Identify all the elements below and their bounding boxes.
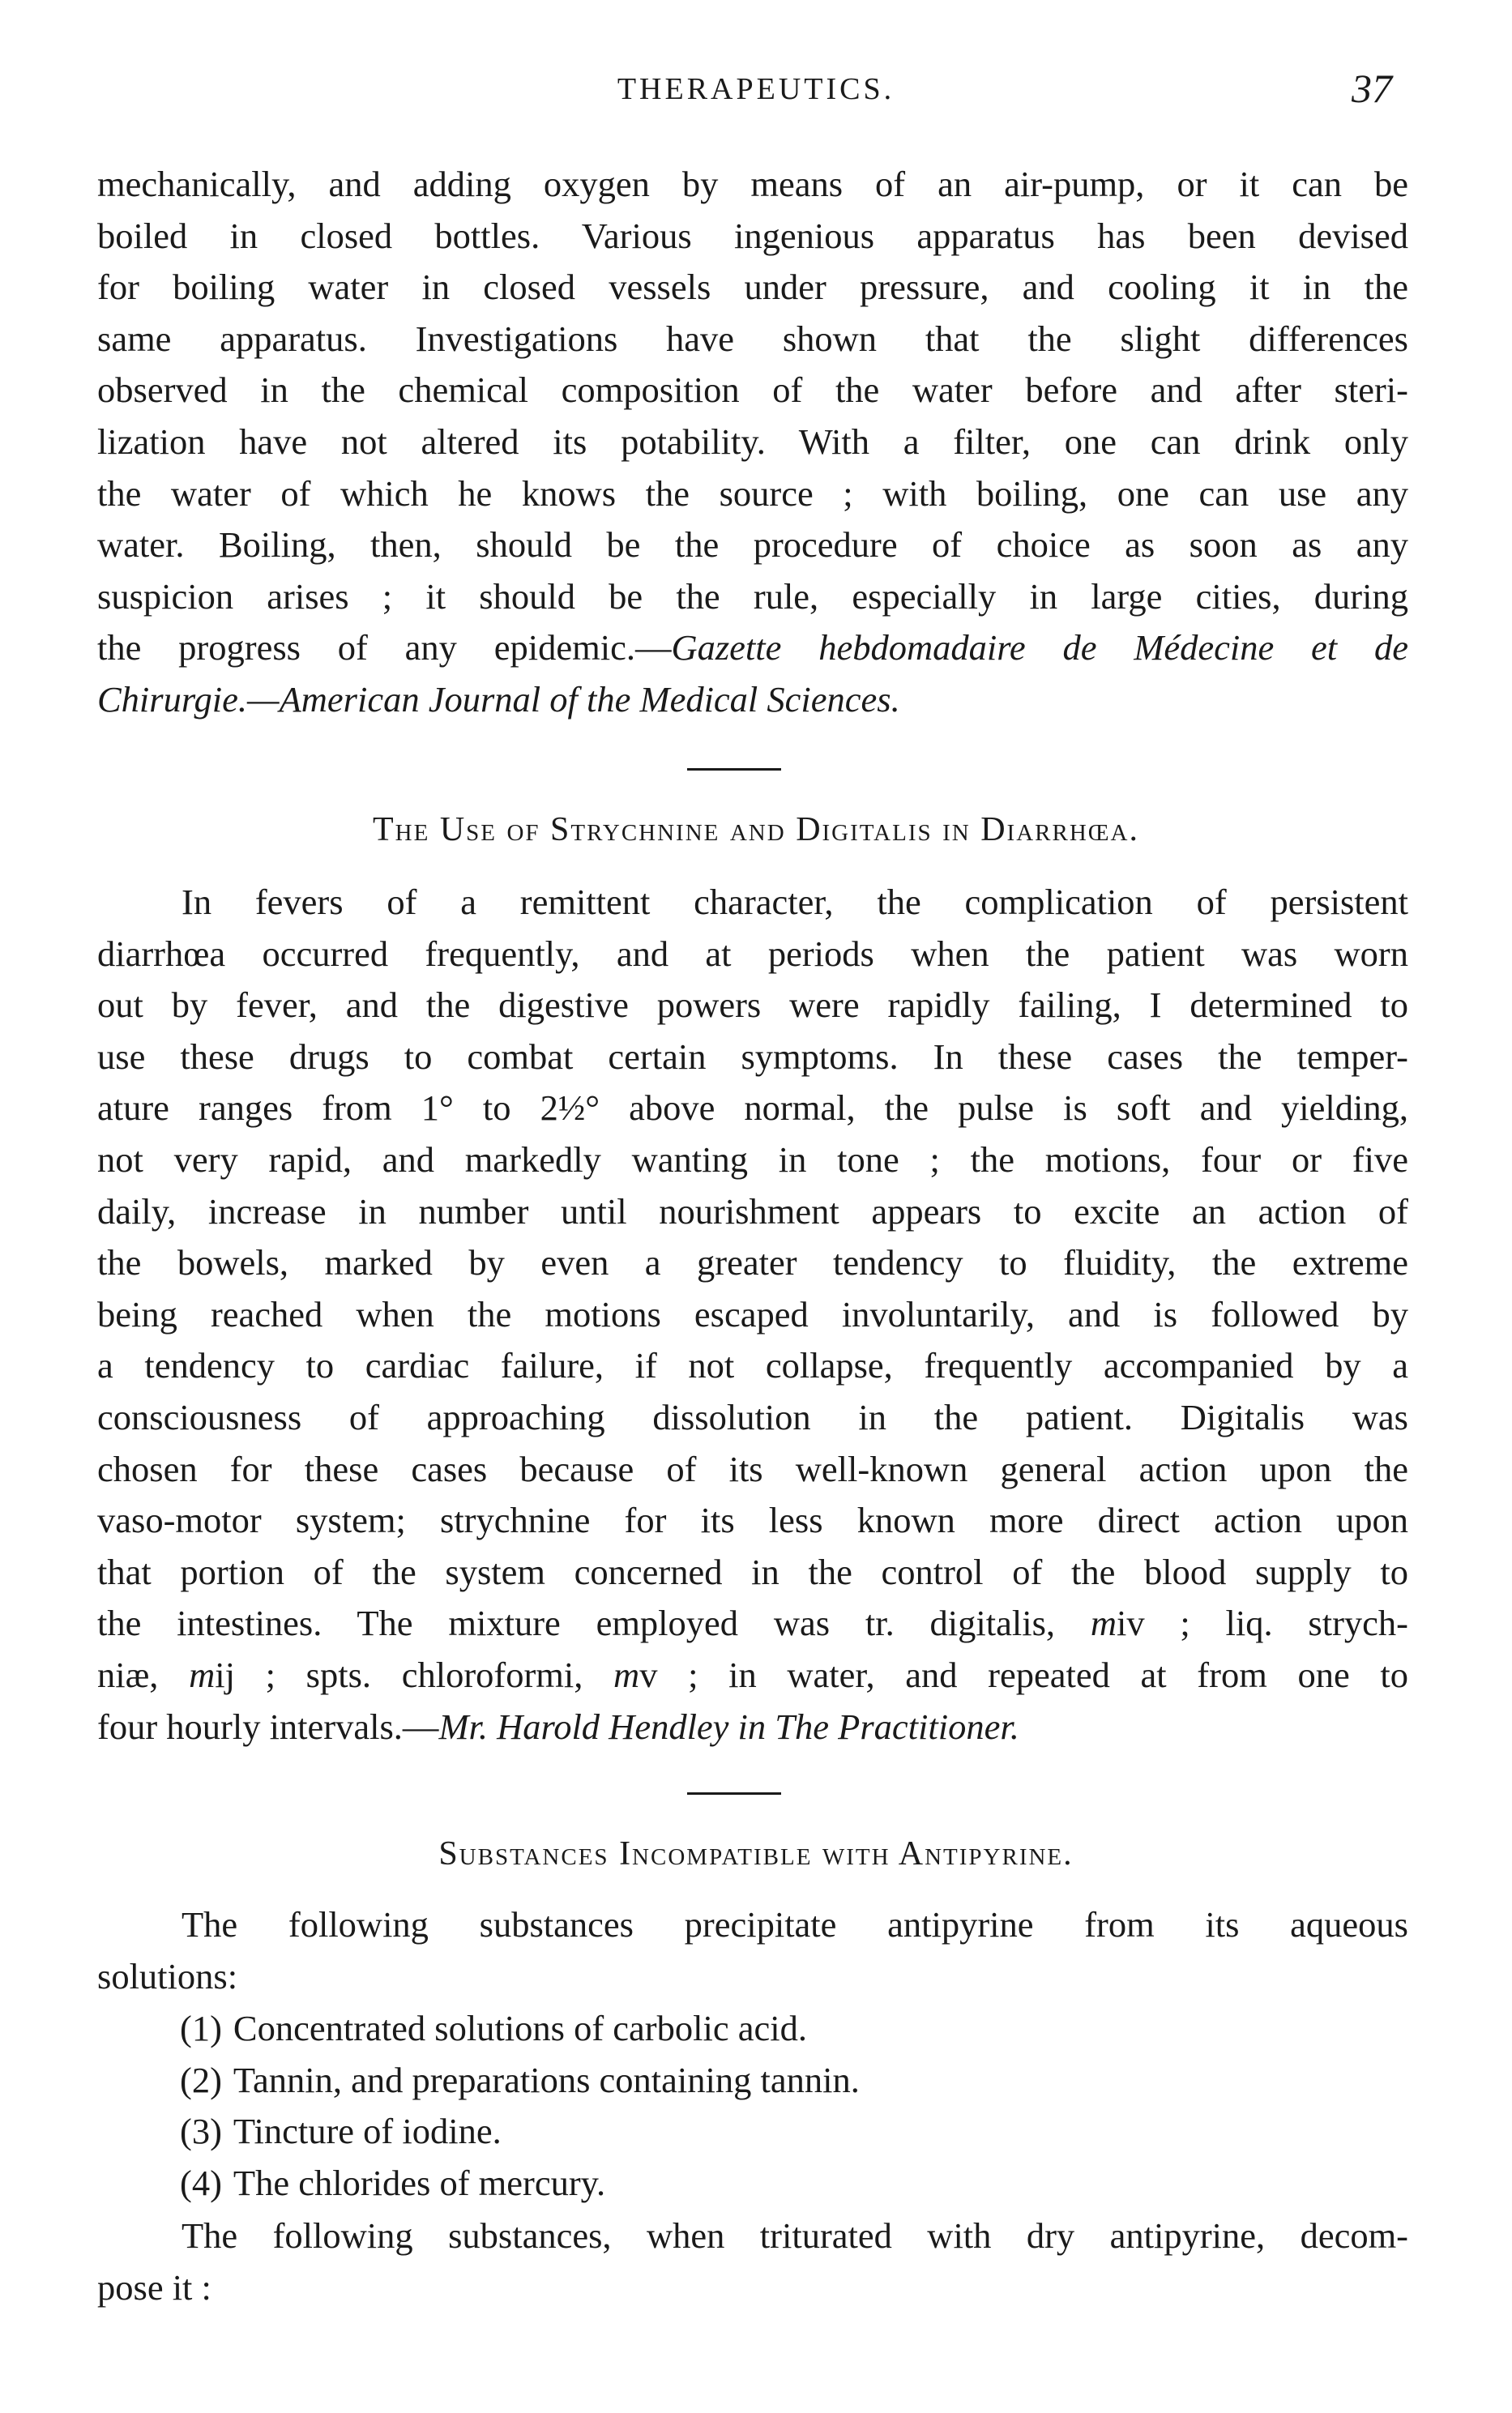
text-fragment: v ; in water, and repeated at from one to [639,1654,1409,1695]
text-line: mechanically, and adding oxygen by means of an air-pump, or it can be [97,164,1408,204]
list-item-text: The chlorides of mercury. [233,2162,606,2203]
article-water-sterilization [97,159,1408,726]
list-item [180,2158,860,2210]
minim-symbol: m [189,1654,216,1695]
list-item [180,2003,860,2055]
text-line [97,1650,1408,1702]
text-line: solutions: [97,1955,238,1997]
article-strychnine-digitalis [97,877,1408,1753]
text-fragment: four hourly intervals.— [97,1706,439,1747]
list-number: (2) [180,2059,222,2100]
text-fragment: niæ, [97,1654,190,1695]
text-line: same apparatus. Investigations have shown that the slight differences [97,318,1408,359]
text-fragment: ij ; spts. chloroformi, [215,1654,614,1695]
article-antipyrine-intro [97,1899,1408,2002]
text-line: consciousness of approaching dissolution in the patient. Digitalis was [97,1396,1408,1437]
text-fragment: iv ; liq. strych- [1116,1603,1408,1644]
list-number: (1) [180,2008,222,2048]
text-line: the bowels, marked by even a greater tendency to fluidity, the extreme [97,1242,1408,1283]
section-heading: The Use of Strychnine and Digitalis in Diarrhœa. [373,811,1139,848]
minim-symbol: m [1090,1603,1117,1644]
incompatible-substances-list [180,2003,860,2209]
text-line: boiled in closed bottles. Various ingenious apparatus has been devised [97,215,1408,256]
text-line: pose it : [97,2266,211,2308]
list-item [180,2106,860,2158]
running-title: THERAPEUTICS. [617,72,895,106]
citation-source: Gazette hebdomadaire de Médecine et de [671,627,1408,668]
text-line: ature ranges from 1° to 2½° above normal, the pulse is soft and yielding, [97,1087,1408,1129]
text-fragment: the progress of any epidemic.— [97,627,672,668]
text-line: In fevers of a remittent character, the complication of persistent [182,882,1408,922]
page-number: 37 [1352,66,1392,111]
list-number: (4) [180,2162,222,2203]
text-line: The following substances precipitate antipyrine from its aqueous [182,1904,1408,1945]
text-line [97,622,1408,674]
list-item-text: Tannin, and preparations containing tannin. [233,2059,860,2100]
text-line: lization have not altered its potability. With a filter, one can drink only [97,421,1408,462]
text-line: chosen for these cases because of its well-known general action upon the [97,1448,1408,1489]
article-antipyrine-outro [97,2210,1408,2313]
citation-source: Chirurgie.—American Journal of the Medical Sciences. [97,678,900,720]
section-heading: Substances Incompatible with Antipyrine. [438,1835,1074,1873]
text-line: suspicion arises ; it should be the rule, especially in large cities, during [97,575,1408,617]
list-item-text: Concentrated solutions of carbolic acid. [233,2008,807,2048]
text-line: that portion of the system concerned in the control of the blood supply to [97,1551,1408,1592]
text-line [97,674,1408,726]
text-line: for boiling water in closed vessels under pressure, and cooling it in the [97,267,1408,308]
text-line: the water of which he knows the source ; with boiling, one can use any [97,472,1408,514]
text-line: The following substances, when triturated with dry antipyrine, decom- [182,2215,1408,2256]
text-line: being reached when the motions escaped involuntarily, and is followed by [97,1293,1408,1335]
minim-symbol: m [613,1654,640,1695]
text-line [97,1702,1408,1753]
text-line: a tendency to cardiac failure, if not collapse, frequently accompanied by a [97,1345,1408,1386]
text-line [97,1598,1408,1650]
text-line: observed in the chemical composition of the water before and after steri- [97,369,1408,411]
text-line: not very rapid, and markedly wanting in tone ; the motions, four or five [97,1138,1408,1180]
citation-source: Mr. Harold Hendley in The Practitioner. [438,1706,1019,1747]
section-divider [687,1792,781,1795]
text-fragment: the intestines. The mixture employed was tr. digitalis, [97,1603,1091,1644]
text-line: water. Boiling, then, should be the procedure of choice as soon as any [97,524,1408,566]
list-item [180,2055,860,2107]
text-line: daily, increase in number until nourishment appears to excite an action of [97,1190,1408,1232]
list-item-text: Tincture of iodine. [233,2111,502,2152]
text-line: out by fever, and the digestive powers were rapidly failing, I determined to [97,984,1408,1026]
section-divider [687,768,781,771]
text-line: use these drugs to combat certain symptoms. In these cases the temper- [97,1036,1408,1077]
list-number: (3) [180,2111,222,2152]
text-line: diarrhœa occurred frequently, and at periods when the patient was worn [97,933,1408,974]
text-line: vaso-motor system; strychnine for its less known more direct action upon [97,1500,1408,1541]
